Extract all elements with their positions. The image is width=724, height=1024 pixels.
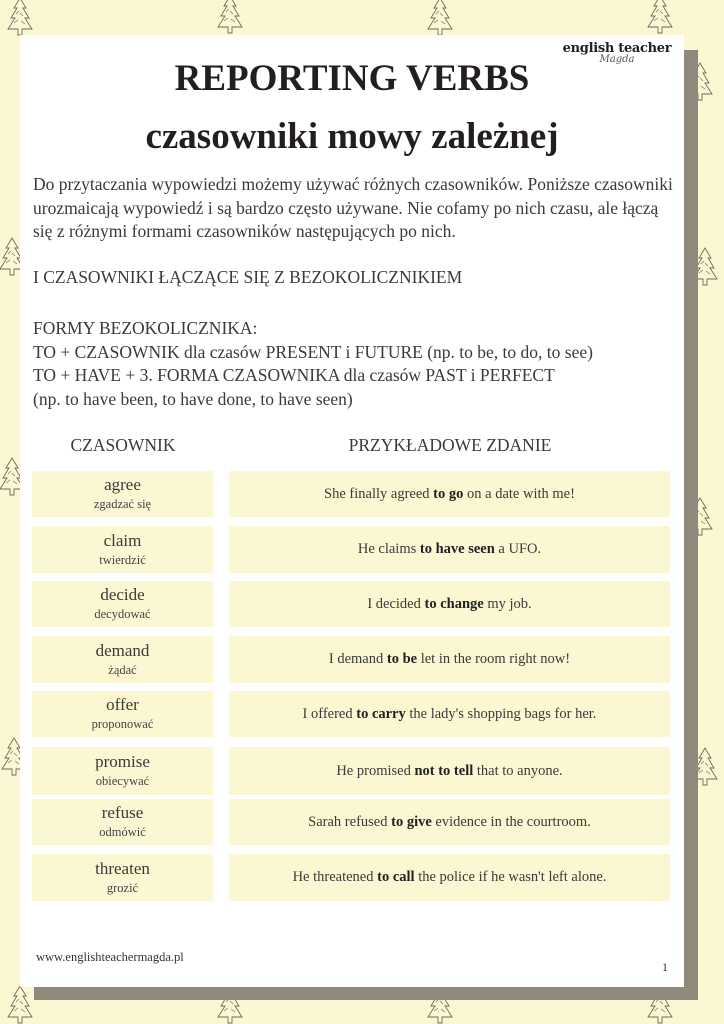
verb: refuse <box>101 803 144 822</box>
verb-translation: obiecywać <box>95 774 150 788</box>
verb-translation: zgadzać się <box>93 497 152 511</box>
infinitive-highlight: to be <box>386 651 418 667</box>
forms-heading: FORMY BEZOKOLICZNIKA: <box>33 318 258 338</box>
section-heading: I CZASOWNIKI ŁĄCZĄCE SIĘ Z BEZOKOLICZNIKIEM <box>33 267 463 287</box>
column-header-example: PRZYKŁADOWE ZDANIE <box>348 435 552 455</box>
example-cell <box>229 691 670 737</box>
verb-cell <box>32 691 213 737</box>
page-subtitle: czasowniki mowy zależnej <box>145 116 559 157</box>
verb-translation: odmówić <box>99 825 146 839</box>
example-cell <box>229 636 670 683</box>
example-cell <box>229 581 670 627</box>
page-title: REPORTING VERBS <box>174 58 530 99</box>
verb-translation: twierdzić <box>99 552 146 567</box>
verb: claim <box>103 530 142 550</box>
example-sentence: He claims to have seen a UFO. <box>357 541 542 557</box>
infinitive-forms <box>33 317 593 411</box>
verb: decide <box>100 585 145 604</box>
verb-translation: żądać <box>108 662 137 677</box>
document-page <box>20 35 684 987</box>
page-number: 1 <box>662 960 668 974</box>
example-sentence: Sarah refused to give evidence in the courtroom. <box>308 813 591 830</box>
verb-translation: proponować <box>91 717 154 731</box>
example-cell <box>229 526 670 573</box>
verb-cell <box>32 581 213 627</box>
verb: demand <box>95 640 150 660</box>
intro-paragraph: Do przytaczania wypowiedzi możemy używać różnych czasowników. Poniższe czasowniki urozmaicają wypowiedź i są bardzo często używane. Nie cofamy po nich czasu, ale łączą się z różnymi formami czasowników następujących po nich. <box>33 174 673 241</box>
verb-cell <box>32 854 213 901</box>
infinitive-highlight: not to tell <box>414 762 474 779</box>
verb: agree <box>104 475 141 494</box>
infinitive-highlight: to call <box>377 869 415 885</box>
verb-cell <box>32 526 213 573</box>
infinitive-highlight: to have seen <box>419 541 495 557</box>
website-link[interactable]: www.englishteachermagda.pl <box>36 950 184 964</box>
example-cell <box>229 471 670 517</box>
verb-translation: decydować <box>94 607 151 621</box>
infinitive-highlight: to change <box>424 595 484 612</box>
example-cell <box>229 799 670 845</box>
example-sentence: I decided to change my job. <box>367 595 532 612</box>
example-cell <box>229 854 670 901</box>
infinitive-highlight: to give <box>391 813 432 830</box>
column-header-verb: CZASOWNIK <box>70 435 176 455</box>
example-sentence: She finally agreed to go on a date with me! <box>324 485 575 502</box>
example-sentence: He promised not to tell that to anyone. <box>336 762 563 779</box>
example-sentence: I offered to carry the lady's shopping bags for her. <box>302 705 597 722</box>
infinitive-highlight: to carry <box>356 705 406 722</box>
logo-main-text: english teacher <box>562 41 672 56</box>
forms-line: (np. to have been, to have done, to have seen) <box>33 388 353 409</box>
verb-cell <box>32 747 213 795</box>
forms-line: TO + CZASOWNIK dla czasów PRESENT i FUTURE (np. to be, to do, to see) <box>33 341 593 362</box>
infinitive-highlight: to go <box>433 485 464 502</box>
verb-cell <box>32 471 213 517</box>
verb: offer <box>106 695 139 714</box>
forms-line: TO + HAVE + 3. FORMA CZASOWNIKA dla czasów PAST i PERFECT <box>33 365 555 385</box>
example-sentence: He threatened to call the police if he wasn't left alone. <box>292 869 607 885</box>
verb-cell <box>32 636 213 683</box>
verb: promise <box>95 752 150 771</box>
logo-signature: Magda <box>599 54 635 65</box>
verb-cell <box>32 799 213 845</box>
verb-translation: grozić <box>106 880 139 895</box>
example-cell <box>229 747 670 795</box>
example-sentence: I demand to be let in the room right now! <box>328 651 571 667</box>
verb: threaten <box>95 858 150 878</box>
